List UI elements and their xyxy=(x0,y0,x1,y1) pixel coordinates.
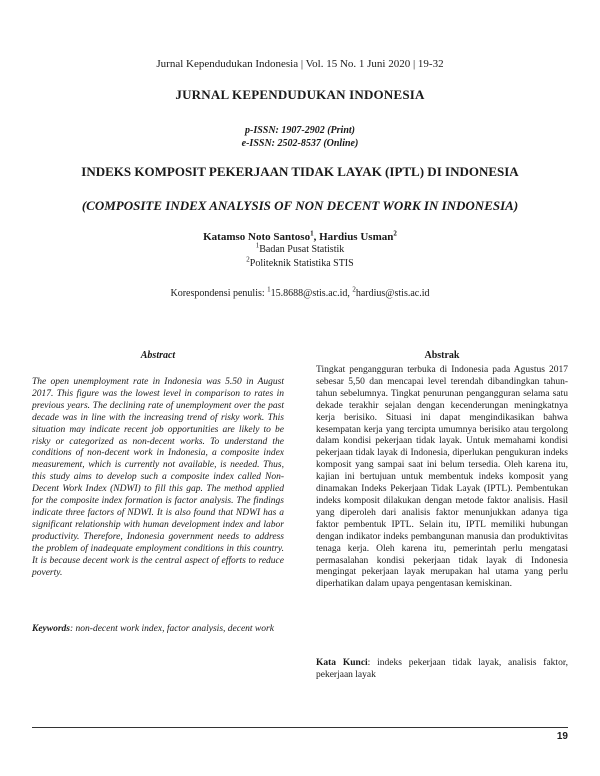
affiliation-mark: 2 xyxy=(246,255,250,264)
email-2[interactable]: hardius@stis.ac.id xyxy=(355,288,430,299)
correspondence-label: Korespondensi penulis: xyxy=(170,288,268,299)
email-mark: 1 xyxy=(267,285,271,294)
affiliation-mark: 1 xyxy=(255,241,260,250)
author-name: Katamso Noto Santoso xyxy=(203,231,311,243)
affiliation-1 xyxy=(0,241,600,255)
abstract-heading: Abstract xyxy=(140,350,176,361)
author-list xyxy=(0,231,600,243)
journal-title: JURNAL KEPENDUDUKAN INDONESIA xyxy=(175,87,425,102)
kata-kunci-label: Kata Kunci xyxy=(316,658,368,668)
keywords-text: : non-decent work index, factor analysis, decent work xyxy=(70,624,274,634)
keywords-english xyxy=(32,624,284,636)
abstract-english-body: The open unemployment rate in Indonesia was 5.50 in August 2017. This figure was the lowest level in comparison to rates in previous years. The declining rate of unemployment over the past decade was in line with the increasing trend of risky work. This situation may indicate recent job opportunities are likely to be risky or categorized as non-decent works. To understand the conditions of non-decent work in Indonesia, a composite index measurement, which is currently not available, is needed. Thus, this study aims to develop such a composite index called Non-Decent Work Index (NDWI) to fill this gap. The method applied for the composite index formation is factor analysis. The findings indicate three factors of NDWI. It is also found that NDWI has a significant relationship with human development index and labor productivity. Therefore, Indonesia government needs to address the problem of inadequate employment conditions in this country. It is because decent work is the central aspect of efforts to reduce poverty. xyxy=(32,377,284,578)
keywords-label: Keywords xyxy=(32,624,70,634)
abstrak-indonesian-body: Tingkat pengangguran terbuka di Indonesia pada Agustus 2017 sebesar 5,50 dan mencapai level terendah dibandingkan tahun-tahun sebelumnya. Tingkat penurunan pengangguran selama satu dekade terakhir sejalan dengan kecenderungan meningkatnya kerja berisiko. Situasi ini dapat mengindikasikan bahwa kesempatan kerja yang tercipta umumnya berisiko atau tergolong dalam kondisi pekerjaan tidak layak. Untuk memahami kondisi pekerjaan tidak layak di Indonesia, diperlukan pengukuran indeks komposit yang sampai saat ini belum tersedia. Oleh karena itu, kajian ini bertujuan untuk membentuk indeks komposit yang dinamakan Indeks Pekerjaan Tidak Layak (IPTL). Pembentukan indeks komposit dilakukan dengan metode faktor analisis. Hasil yang diperoleh dari analisis faktor menunjukkan adanya tiga faktor pembentuk IPTL. Selain itu, IPTL memiliki hubungan dengan indikator indeks pembangunan manusia dan produktivitas tenaga kerja. Oleh karena itu, pemerintah perlu mengatasi permasalahan kondisi pekerjaan tidak layak di Indonesia mengingat pekerjaan layak merupakan hal utama yang perlu diperhatikan dalam upaya pengentasan kemiskinan. xyxy=(316,365,568,590)
abstrak-heading: Abstrak xyxy=(424,350,460,361)
issn-print: p-ISSN: 1907-2902 (Print) xyxy=(244,125,355,136)
affiliation-text: Politeknik Statistika STIS xyxy=(249,258,354,269)
author-name: Hardius Usman xyxy=(319,231,394,243)
author-mark: 2 xyxy=(393,229,397,238)
issn-online: e-ISSN: 2502-8537 (Online) xyxy=(241,138,359,149)
author-separator: , xyxy=(313,231,320,243)
author-mark: 1 xyxy=(310,229,314,238)
affiliation-2 xyxy=(0,255,600,269)
email-mark: 2 xyxy=(352,285,356,294)
kata-kunci-text: : indeks pekerjaan tidak layak, analisis faktor, pekerjaan layak xyxy=(316,658,568,680)
running-head: Jurnal Kependudukan Indonesia | Vol. 15 No. 1 Juni 2020 | 19-32 xyxy=(156,58,444,70)
correspondence xyxy=(0,285,600,299)
email-1[interactable]: 15.8688@stis.ac.id, xyxy=(270,288,353,299)
article-title-english: (COMPOSITE INDEX ANALYSIS OF NON DECENT WORK IN INDONESIA) xyxy=(81,198,519,213)
footer-divider xyxy=(32,727,568,728)
page-number: 19 xyxy=(556,731,568,742)
keywords-indonesian xyxy=(316,658,568,682)
article-title-indonesian: INDEKS KOMPOSIT PEKERJAAN TIDAK LAYAK (IPTL) DI INDONESIA xyxy=(81,164,519,179)
affiliation-text: Badan Pusat Statistik xyxy=(259,244,345,255)
